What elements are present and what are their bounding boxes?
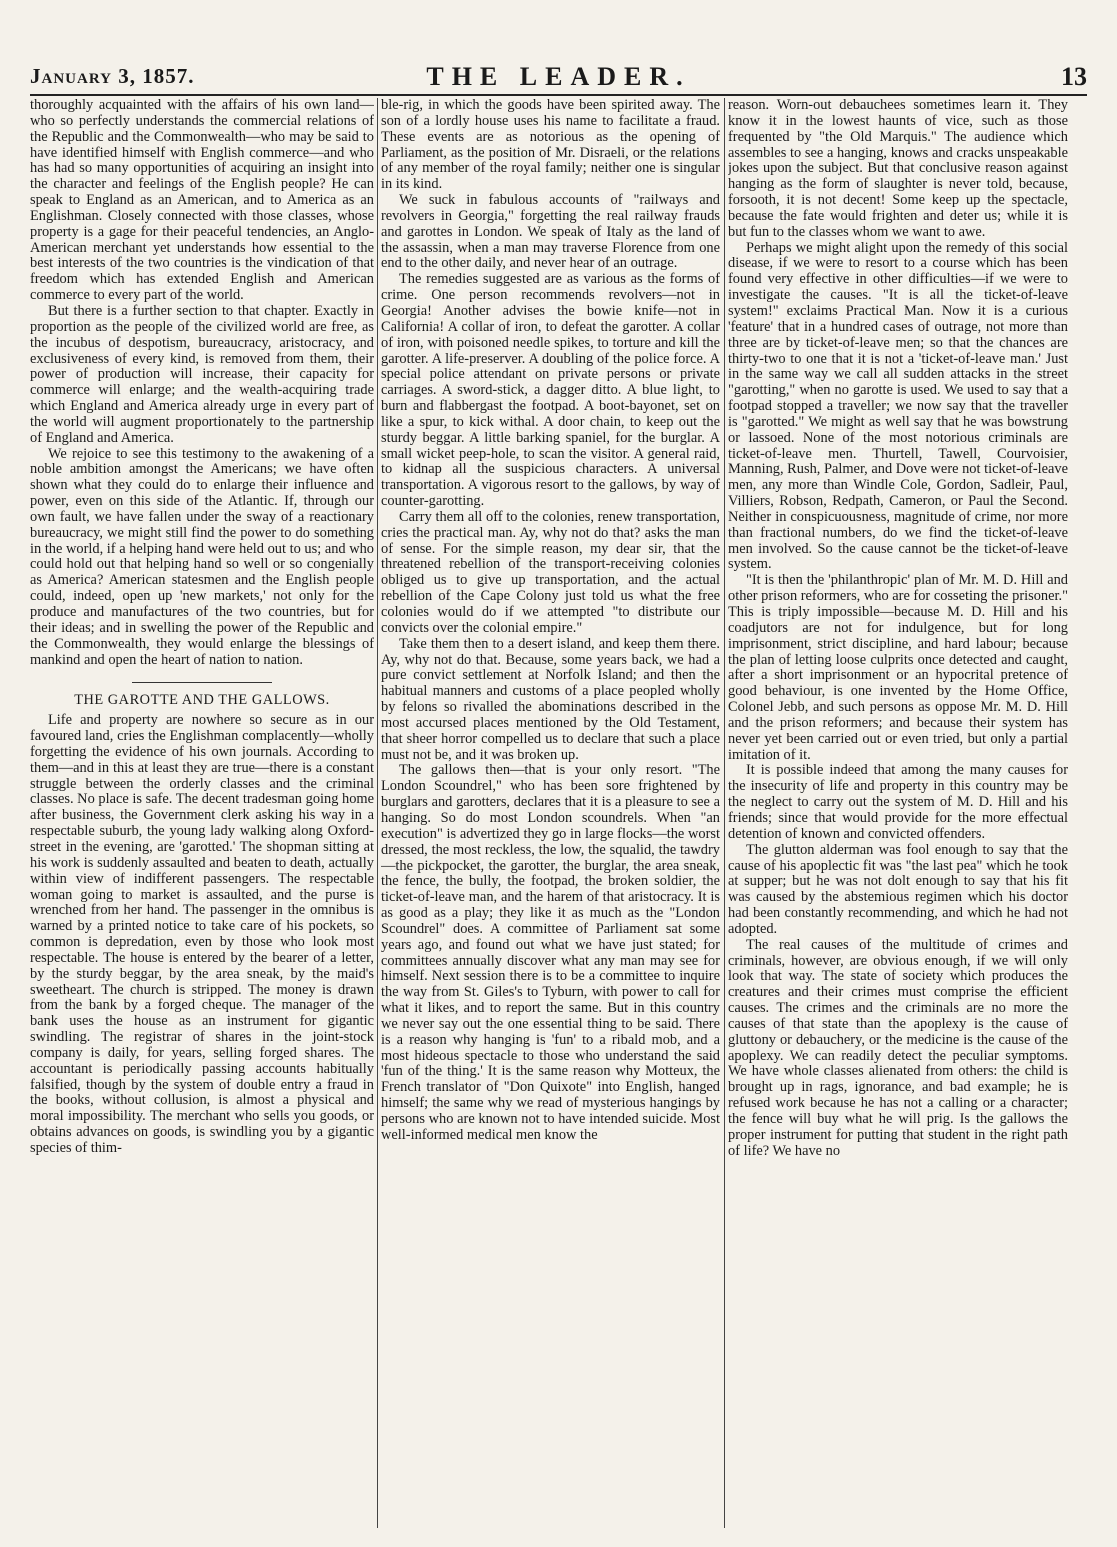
- paragraph: We rejoice to see this testimony to the awakening of a noble ambition amongst the Americans; we have often shown what they could do to enlarge their influence and power, even on this side of the Atlantic. If, through our own fault, we have fallen under the sway of a reactionary bureaucracy, we might still find the power to do something in the world, if a helping hand were held out to us; and who could hold out that helping hand so well or so congenially as America? American statesmen and the English people could, indeed, open up 'new markets,' not only for the produce and manufactures of the two countries, but for their ideas; and in swelling the power of the Republic and the Commonwealth, they would enlarge the blessings of mankind and open the heart of nation to nation.: [30, 445, 374, 668]
- column-2: [381, 98, 720, 1528]
- paragraph: "It is then the 'philanthropic' plan of Mr. M. D. Hill and other prison reformers, who are for cosseting the prisoner." This is triply impossible—because M. D. Hill and his coadjutors are not for indulgence, but for long imprisonment, strict discipline, and hard labour; because the plan of letting loose culprits once detected and caught, after a short imprisonment or an hypocrital pretence of good behaviour, is one invented by the Home Office, Colonel Jebb, and such persons as oppose Mr. M. D. Hill and the prison reformers; and because their system has never yet been carried out or even tried, but only a partial imitation of it.: [728, 572, 1068, 763]
- masthead: [30, 62, 1087, 96]
- paragraph: The real causes of the multitude of crimes and criminals, however, are obvious enough, if we will only look that way. The state of society which produces the creatures and their crimes must comprise the efficient causes. The crimes and the criminals are no more the causes of that state than the apoplexy is the cause of gluttony or debauchery, or the medicine is the cause of the apoplexy. We can readily detect the peculiar symptoms. We have whole classes alienated from others: the child is brought up in rags, ignorance, and bad example; he is refused work because he has not a calling or a character; the fence will buy what he will prig. Is the gallows the proper instrument for putting that student in the right path of life? We have no: [728, 936, 1068, 1159]
- paragraph: The remedies suggested are as various as the forms of crime. One person recommends revolvers—not in Georgia! Another advises the bowie knife—not in California! A collar of iron, to defeat the garotter. A collar of iron, with poisoned needle spikes, to torture and kill the garotter. A life-preserver. A doubling of the police force. A special police attendant on private persons or private carriages. A sword-stick, a dagger ditto. A blue light, to burn and flabbergast the footpad. A boot-bayonet, set on like a spur, to kick withal. A door chain, to keep out the sturdy beggar. A little barking spaniel, for the burglar. A small wicket peep-hole, to scan the visitor. A general raid, to kidnap all the suspicious characters. A universal transportation. A vigorous resort to the gallows, by way of counter-garotting.: [381, 271, 720, 510]
- section-divider: [132, 682, 272, 683]
- paragraph: Life and property are nowhere so secure as in our favoured land, cries the Englishman complacently—wholly forgetting the evidence of his own journals. According to them—and in this at least they are true—there is a constant struggle between the orderly classes and the criminal classes. No place is safe. The decent tradesman going home after business, the Government clerk asking his way in a respectable suburb, the young lady walking along Oxford-street in the evening, are 'garotted.' The shopman sitting at his work is suddenly assaulted and beaten to death, actually within view of indifferent passengers. The respectable woman going to market is assaulted, and the purse is wrenched from her hand. The passenger in the omnibus is warned by a printed notice to take care of his pockets, so common is depredation, even by those who look most respectable. The house is entered by the bearer of a letter, by the sturdy beggar, by the area sneak, by the maid's sweetheart. The church is stripped. The money is drawn from the bank by a forged cheque. The manager of the bank uses the house as an instrument for gigantic swindling. The registrar of shares in the joint-stock company is daily, for years, selling forged shares. The accountant is periodically passing accounts habitually falsified, though by the system of double entry a fraud in the books, without collusion, is almost a physical and moral impossibility. The merchant who sells you goods, or obtains advances on goods, is swindling you by a gigantic species of thim-: [30, 712, 374, 1156]
- paragraph: We suck in fabulous accounts of "railways and revolvers in Georgia," forgetting the real railway frauds and garottes in London. We speak of Italy as the land of the assassin, when a man may traverse Florence from one end to the other daily, and never hear of an outrage.: [381, 192, 720, 272]
- paragraph: It is possible indeed that among the many causes for the insecurity of life and property in this country may be the neglect to carry out the system of M. D. Hill and his friends; since that would provide for the more effectual detention of known and convicted offenders.: [728, 762, 1068, 842]
- column-1: [30, 98, 374, 1528]
- paragraph: But there is a further section to that chapter. Exactly in proportion as the people of the civilized world are free, as the incubus of despotism, bureaucracy, aristocracy, and exclusiveness of every kind, is removed from them, their power of production will increase, their capacity for commerce will enlarge; and the wealth-acquiring trade which England and America already urge in every part of the world will augment proportionately to the partnership of England and America.: [30, 302, 374, 446]
- article-heading: THE GAROTTE AND THE GALLOWS.: [74, 692, 330, 709]
- paragraph: The glutton alderman was fool enough to say that the cause of his apoplectic fit was "the last pea" which he took at supper; but he was not dolt enough to say that his fit was caused by the abstemious regimen which his doctor had been constantly recommending, and which he had not adopted.: [728, 841, 1068, 937]
- column-rule-2: [724, 98, 725, 1528]
- page-number: 13: [1061, 62, 1087, 91]
- paragraph: thoroughly acquainted with the affairs of his own land—who so perfectly understands the commercial relations of the Republic and the Commonwealth—who may be said to have identified himself with English commerce—and who has had so many opportunities of acquiring an insight into the character and feelings of the English people? He can speak to England as an American, and to America as an Englishman. Closely connected with those classes, whose property is a gage for their peaceful tendencies, an Anglo-American merchant yet understands how essential to the best interests of the two countries is the vindication of that freedom which has extended English and American commerce to every part of the world.: [30, 98, 374, 304]
- paragraph: Carry them all off to the colonies, renew transportation, cries the practical man. Ay, why not do that? asks the man of sense. For the simple reason, my dear sir, that the threatened rebellion of the transport-receiving colonies obliged us to give up transportation, and the actual rebellion of the Cape Colony just told us what the free colonies would do if we attempted "to distribute our convicts over the colonial empire.": [381, 508, 720, 636]
- paragraph: reason. Worn-out debauchees sometimes learn it. They know it in the lowest haunts of vice, such as those frequented by "the Old Marquis." The audience which assembles to see a hanging, knows and cracks unspeakable jokes upon the subject. But that conclusive reason against hanging as the form of slaughter is never told, because, forsooth, it is not decent! Some keep up the spectacle, because the fate would frighten and deter us; while it is but fun to the classes whom we want to awe.: [728, 98, 1068, 240]
- paragraph: The gallows then—that is your only resort. "The London Scoundrel," who has been sore frightened by burglars and garotters, declares that it is a pleasure to see a hanging. So do most London scoundrels. When "an execution" is advertized they go in large flocks—the worst dressed, the most reckless, the low, the squalid, the tawdry—the pickpocket, the garotter, the burglar, the area sneak, the fence, the bully, the footpad, the broken soldier, the ticket-of-leave man, and the harem of that aristocracy. It is as good as a play; they like it as much as the "London Scoundrel" does. A committee of Parliament sat some years ago, and found out what we have just stated; for committees annually discover what any man may see for himself. Next session there is to be a committee to inquire the way from St. Giles's to Tyburn, with power to call for what it likes, and to report the same. But in this country we never say out the one essential thing to be said. There is a reason why hanging is 'fun' to a ribald mob, and a most hideous spectacle to those who understand the said 'fun of the thing.' It is the same reason why Motteux, the French translator of "Don Quixote" into English, hanged himself; the same why we read of mysterious hangings by persons who are known not to have intended suicide. Most well-informed medical men know the: [381, 762, 720, 1143]
- newspaper-title: THE LEADER.: [426, 62, 691, 91]
- issue-date: January 3, 1857.: [30, 64, 195, 88]
- column-rule-1: [377, 98, 378, 1528]
- paragraph: Perhaps we might alight upon the remedy of this social disease, if we were to resort to a course which has been found very effective in other difficulties—if we were to investigate the causes. "It is all the ticket-of-leave system!" exclaims Practical Man. Now it is a curious 'feature' that in a hundred cases of outrage, not more than three are by ticket-of-leave men; so that the chances are thirty-two to one that it is not a 'ticket-of-leave man.' Just in the same way we call all sudden attacks in the street "garotting," when no garotte is used. We used to say that a footpad stopped a traveller; we now say that the traveller is "garotted." We might as well say that he was bowstrung or lassoed. None of the most notorious criminals are ticket-of-leave men. Thurtell, Tawell, Courvoisier, Manning, Rush, Palmer, and Dove were not ticket-of-leave men, any more than Windle Cole, Gordon, Sadleir, Paul, Villiers, Robson, Redpath, Cameron, or Paul the Second. Neither in conspicuousness, magnitude of crime, nor more than fractional numbers, do we find the ticket-of-leave men involved. So the cause cannot be the ticket-of-leave system.: [728, 239, 1068, 573]
- paragraph: ble-rig, in which the goods have been spirited away. The son of a lordly house uses his name to facilitate a fraud. These events are as notorious as the opening of Parliament, as the position of Mr. Disraeli, or the relations of any member of the royal family; neither one is singular in its kind.: [381, 98, 720, 193]
- paragraph: Take them then to a desert island, and keep them there. Ay, why not do that. Because, some years back, we had a pure convict settlement at Norfolk Island; and then the habitual manners and customs of a place peopled wholly by felons so rivalled the abominations described in the most accursed places mentioned by the Old Testament, that sheer horror compelled us to declare that such a place must not be, and it was broken up.: [381, 635, 720, 763]
- column-3: [728, 98, 1068, 1528]
